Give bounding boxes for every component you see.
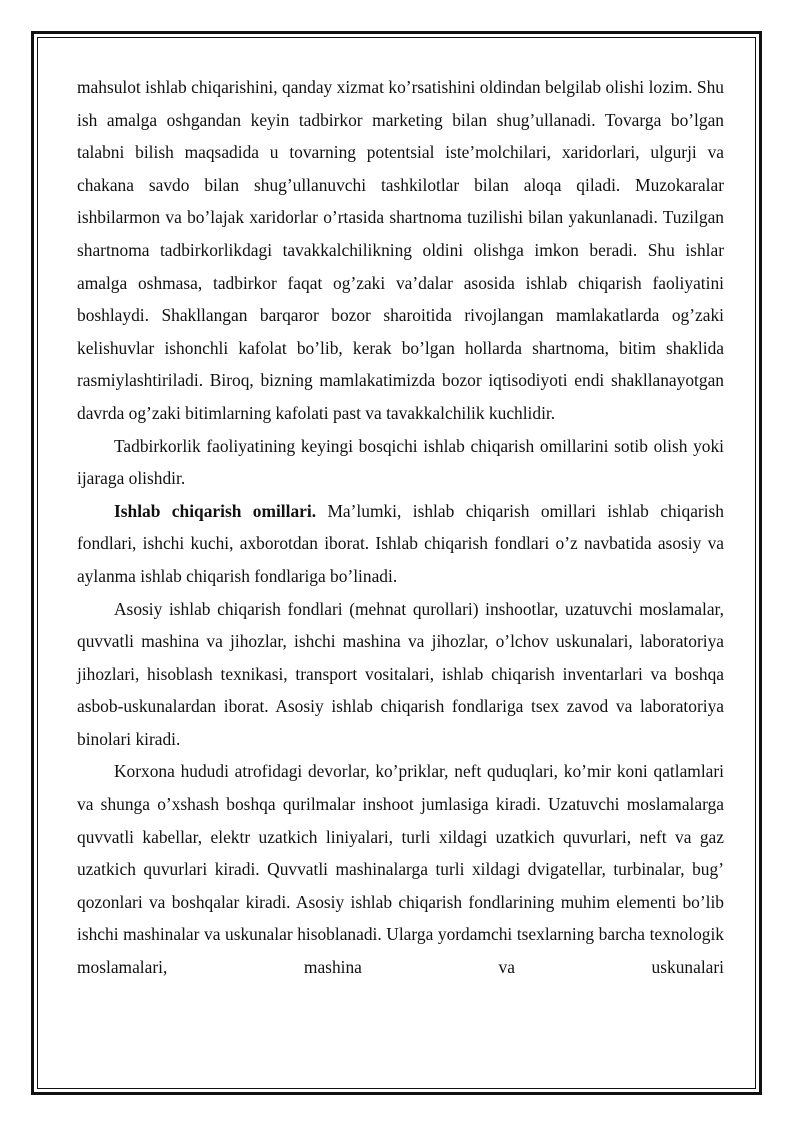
paragraph-section-start — [77, 495, 724, 593]
paragraph-text: Ma’lumki, ishlab chiqarish omillari ishlab chiqarish fondlari, ishchi kuchi, axborotdan iborat. Ishlab chiqarish fondlari o’z navbatida asosiy va aylanma ishlab chiqarish fondlariga bo’linadi. — [77, 500, 724, 586]
document-body — [77, 71, 724, 984]
paragraph-text: mahsulot ishlab chiqarishini, qanday xizmat ko’rsatishini oldindan belgilab olishi lozim. Shu ish amalga oshgandan keyin tadbirkor marketing bilan shug’ullanadi. Tovarga bo’lgan talabni bilish maqsadida u tovarning potentsial iste’molchilari, xaridorlari, ulgurji va chakana savdo bilan shug’ullanuvchi tashkilotlar bilan aloqa qiladi. Muzokaralar ishbilarmon va bo’lajak xaridorlar o’rtasida shartnoma tuzilishi bilan yakunlanadi. Tuzilgan shartnoma tadbirkorlikdagi tavakkalchilikning oldini olishga imkon beradi. Shu ishlar amalga oshmasa, tadbirkor faqat og’zaki va’dalar asosida ishlab chiqarish faoliyatini boshlaydi. Shakllangan barqaror bozor sharoitida rivojlangan mamlakatlarda og’zaki kelishuvlar ishonchli kafolat bo’lib, kerak bo’lgan hollarda shartnoma, bitim shaklida rasmiylashtiriladi. Biroq, bizning mamlakatimizda bozor iqtisodiyoti endi shakllanayotgan davrda og’zaki bitimlarning kafolati past va tavakkalchilik kuchlidir. — [77, 77, 724, 423]
paragraph-text: Asosiy ishlab chiqarish fondlari (mehnat qurollari) inshootlar, uzatuvchi moslamalar, quvvatli mashina va jihozlar, ishchi mashina va jihozlar, o’lchov uskunalari, laboratoriya jihozlari, hisoblash texnikasi, transport vositalari, ishlab chiqarish inventarlari va boshqa asbob-uskunalardan iborat. Asosiy ishlab chiqarish fondlariga tsex zavod va laboratoriya binolari kiradi. — [77, 598, 724, 749]
paragraph-text: Korxona hududi atrofidagi devorlar, ko’priklar, neft quduqlari, ko’mir koni qatlamlari va shunga o’xshash boshqa qurilmalar inshoot jumlasiga kiradi. Uzatuvchi moslamalarga quvvatli kabellar, elektr uzatkich liniyalari, turli xildagi uzatkich quvurlari, neft va gaz uzatkich quvurlari kiradi. Quvvatli mashinalarga turli xildagi dvigatellar, turbinalar, bug’ qozonlari va boshqalar kiradi. Asosiy ishlab chiqarish fondlarining muhim elementi bo’lib ishchi mashinalar va uskunalar hisoblanadi. Ularga yordamchi tsexlarning barcha texnologik moslamalari, mashina va uskunalari — [77, 761, 724, 978]
paragraph-text: Tadbirkorlik faoliyatining keyingi bosqichi ishlab chiqarish omillarini sotib olish yoki ijaraga olishdir. — [77, 435, 724, 489]
paragraph — [77, 755, 724, 983]
section-heading-inline: Ishlab chiqarish omillari. — [114, 500, 317, 521]
paragraph — [77, 593, 724, 756]
paragraph — [77, 430, 724, 495]
paragraph-continued — [77, 71, 724, 430]
